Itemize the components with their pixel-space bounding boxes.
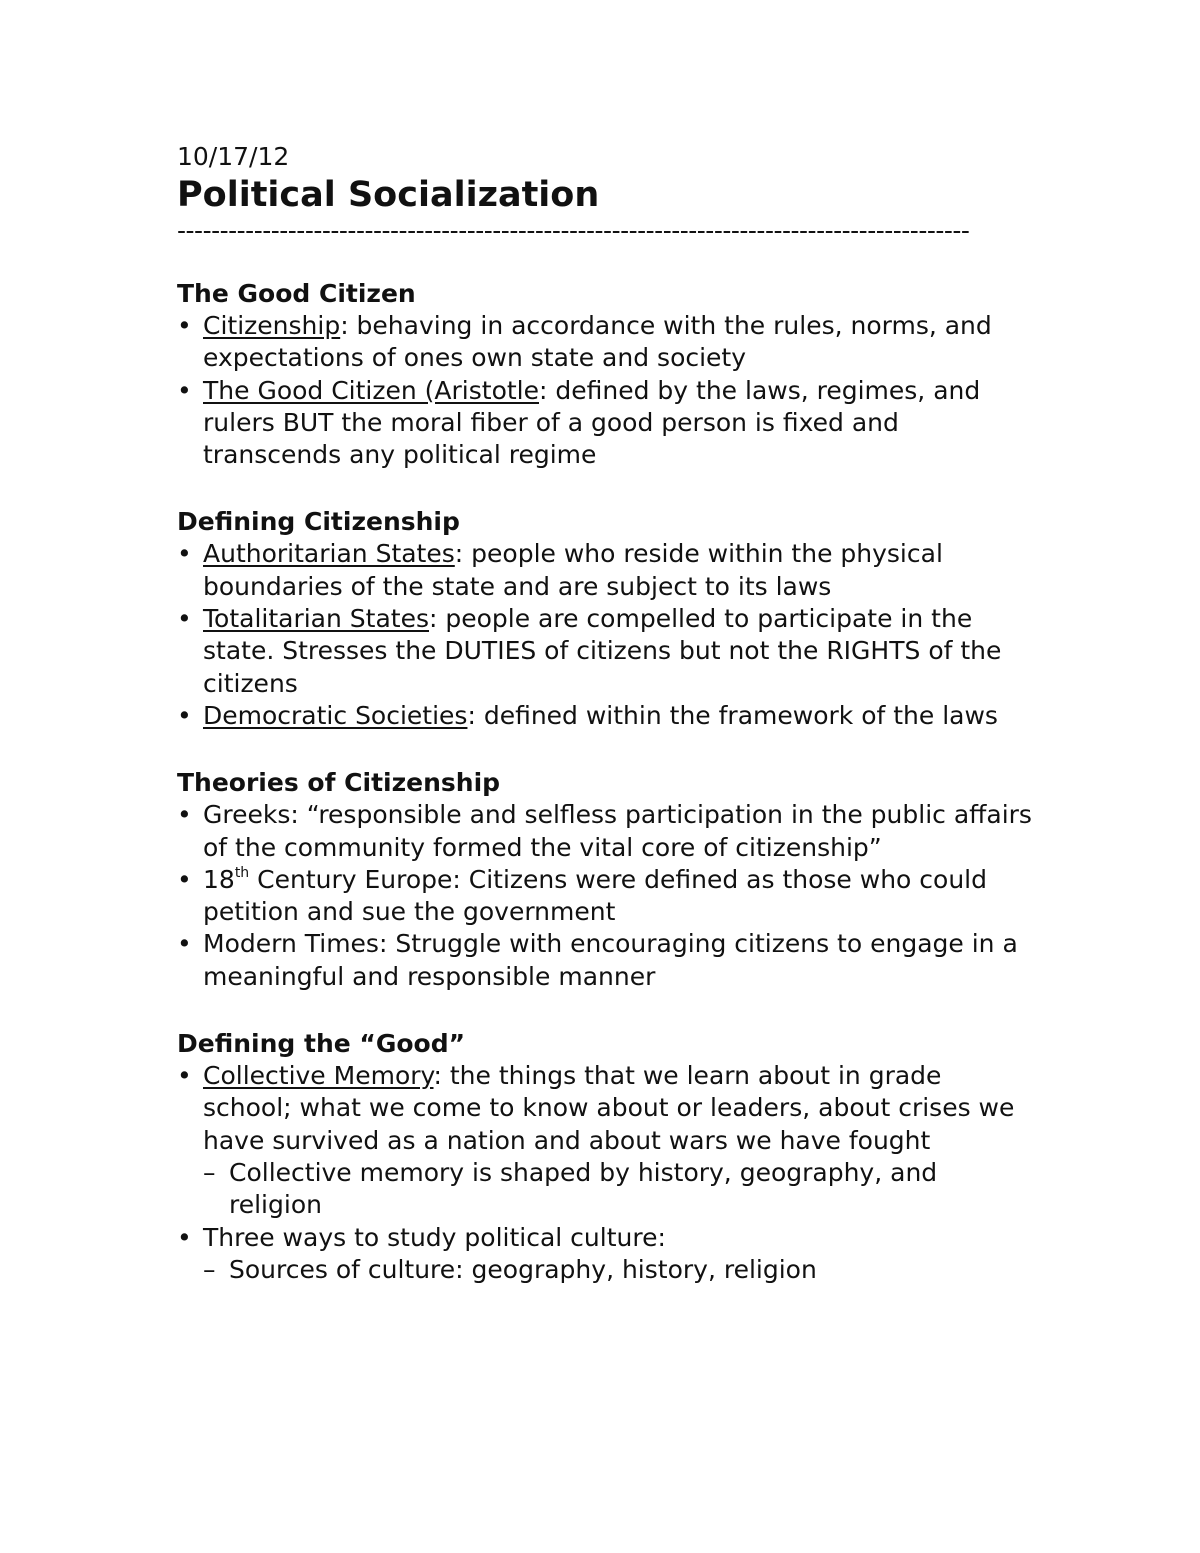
- ordinal-suffix: th: [234, 864, 250, 881]
- sub-item-text: Collective memory is shaped by history, geography, and religion: [229, 1157, 938, 1220]
- section-defining-citizenship: [177, 506, 1037, 732]
- sub-list-item: [203, 1157, 1037, 1222]
- bullet-icon: •: [177, 864, 192, 894]
- divider-rule: ---------------------------------------------------------------------------------------------: [177, 216, 970, 245]
- item-text: Three ways to study political culture:: [203, 1222, 666, 1252]
- term-label: Collective Memory: [203, 1061, 434, 1091]
- bullet-icon: •: [177, 539, 192, 569]
- dash-icon: –: [203, 1254, 216, 1284]
- item-text: : the things that we learn about in grade school; what we come to know about or leaders, about crises we have survived as a nation and about wars we have fought: [203, 1061, 1015, 1155]
- list-item: [177, 310, 1037, 375]
- sub-list: [203, 1254, 1037, 1286]
- bullet-icon: •: [177, 800, 192, 830]
- document-page: [177, 140, 1037, 1286]
- document-date: 10/17/12: [177, 142, 290, 171]
- bullet-icon: •: [177, 1061, 192, 1091]
- section-heading: Defining Citizenship: [177, 507, 460, 537]
- sub-item-text: Sources of culture: geography, history, religion: [229, 1254, 817, 1284]
- section-heading: Theories of Citizenship: [177, 768, 501, 798]
- section-theories-citizenship: [177, 767, 1037, 993]
- item-text: Modern Times: Struggle with encouraging citizens to engage in a meaningful and responsible manner: [203, 929, 1018, 991]
- list-item: [177, 538, 1037, 603]
- bullet-list: [177, 538, 1037, 732]
- list-item: [177, 864, 1037, 929]
- item-text: : people who reside within the physical boundaries of the state and are subject to its laws: [203, 539, 943, 601]
- document-title: Political Socialization: [177, 175, 600, 215]
- term-label: Democratic Societies: [203, 700, 468, 730]
- item-text: : behaving in accordance with the rules, norms, and expectations of ones own state and society: [203, 311, 992, 373]
- bullet-list: [177, 799, 1037, 993]
- list-item: [177, 375, 1037, 472]
- list-item: [177, 1060, 1037, 1221]
- section-heading: Defining the “Good”: [177, 1029, 466, 1059]
- term-label: Totalitarian States: [203, 604, 429, 634]
- sub-list: [203, 1157, 1037, 1222]
- section-good-citizen: [177, 278, 1037, 471]
- list-item: [177, 928, 1037, 993]
- list-item: [177, 799, 1037, 864]
- list-item: [177, 1222, 1037, 1287]
- term-label: The Good Citizen (Aristotle: [203, 375, 539, 405]
- bullet-icon: •: [177, 375, 192, 405]
- term-label: Authoritarian States: [203, 539, 455, 569]
- item-prefix: 18: [203, 864, 235, 894]
- item-text: : defined within the framework of the laws: [467, 700, 998, 730]
- term-label: Citizenship: [203, 311, 341, 340]
- list-item: [177, 603, 1037, 700]
- bullet-icon: •: [177, 929, 192, 959]
- bullet-icon: •: [177, 604, 192, 634]
- dash-icon: –: [203, 1157, 216, 1187]
- bullet-icon: •: [177, 700, 192, 730]
- list-item: [177, 700, 1037, 732]
- item-text: : defined by the laws, regimes, and rulers BUT the moral fiber of a good person is fixed and transcends any political regime: [203, 375, 981, 470]
- bullet-list: [177, 310, 1037, 471]
- bullet-list: [177, 1060, 1037, 1286]
- bullet-icon: •: [177, 1222, 192, 1252]
- item-text: Century Europe: Citizens were defined as those who could petition and sue the government: [203, 864, 987, 927]
- bullet-icon: •: [177, 311, 192, 340]
- sub-list-item: [203, 1254, 1037, 1286]
- item-text: Greeks: “responsible and selfless participation in the public affairs of the community formed the vital core of citizenship”: [203, 800, 1032, 862]
- item-text: : people are compelled to participate in the state. Stresses the DUTIES of citizens but not the RIGHTS of the citizens: [203, 604, 1002, 698]
- section-heading: The Good Citizen: [177, 279, 416, 308]
- section-defining-good: [177, 1028, 1037, 1286]
